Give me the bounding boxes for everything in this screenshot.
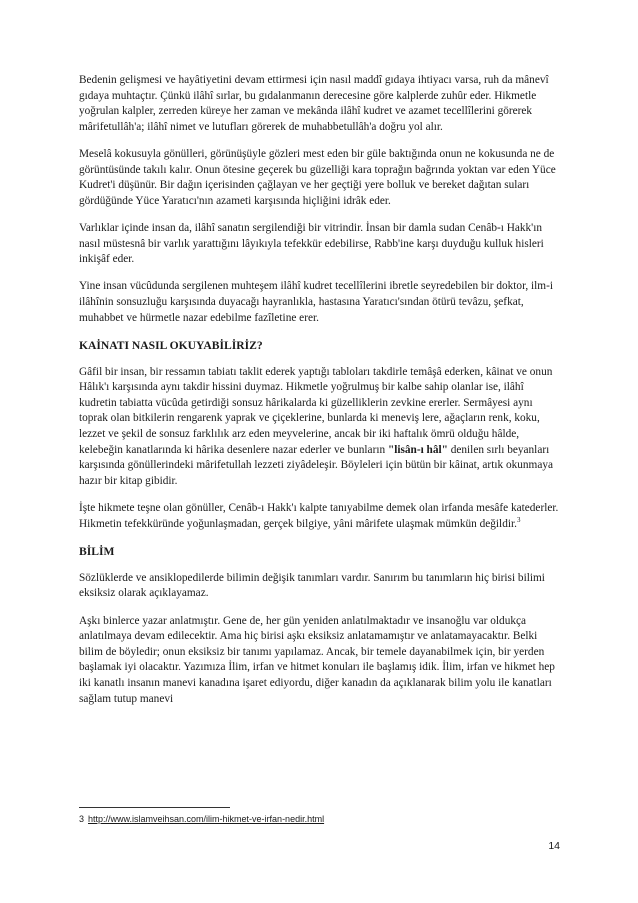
footnote-number: 3	[79, 814, 85, 824]
lisan-i-hal-bold: "lisân-ı hâl"	[387, 443, 448, 456]
footnote-link[interactable]: http://www.islamveihsan.com/ilim-hikmet-ve-irfan-nedir.html	[88, 814, 325, 824]
section-heading-bilim: BİLİM	[79, 544, 115, 558]
footnote-reference[interactable]: 3	[516, 515, 521, 524]
paragraph-6	[79, 501, 563, 532]
paragraph-6-text: İşte hikmete teşne olan gönüller, Cenâb-ı Hakk'ı kalpte tanıyabilme demek olan irfanda mesâfe katederler. Hikmetin tefekküründe yoğunlaşmadan, gerçek bilgiye, yâni mârifete ulaşmak mümkün değildir.	[79, 502, 559, 530]
page-number: 14	[548, 840, 560, 852]
paragraph-7: Sözlüklerde ve ansiklopedilerde bilimin değişik tanımları vardır. Sanırım bu tanımların hiç birisi bilimi eksiksiz olarak açıklayamaz.	[79, 571, 545, 600]
paragraph-8: Aşkı binlerce yazar anlatmıştır. Gene de, her gün yeniden anlatılmaktadır ve insanoğlu var oldukça anlatılmaya devam edilecektir. Ama hiç birisi aşkı eksiksiz anlatamamıştır ve anlatamayacaktır. Belki bilim de böyledir; onun eksiksiz bir tanımı yapılamaz. Ancak, bir temele dayanabilmek için, bir yerden başlamak iyi olacaktır. Yazımıza İlim, irfan ve hitmet konuları ile başlamış idik. İlim, irfan ve hikmet hep iki kanatlı insanın manevi kanadına işaret ediyordu, diğer kanadın da açıklanarak bilim yolu ile kanatları sağlam tutup manevi	[79, 614, 555, 705]
section-heading-kainat: KAİNATI NASIL OKUYABİLİRİZ?	[79, 338, 263, 352]
body-text	[79, 73, 563, 719]
paragraph-5-part-b: denilen sırlı beyanları karşısında gönüllerindeki mârifetullah lezzeti ziyâdeleşir. Böyleleri için bütün bir kâinat, artık okunmaya hazır bir kitap gibidir.	[79, 443, 554, 487]
paragraph-5-part-a: Gâfil bir insan, bir ressamın tabiatı taklit ederek yaptığı tabloları takdirle temâşâ ederken, kâinat ve onun Hâlık'ı karşısında aynı takdir hissini duymaz. Hikmetle yoğrulmuş bir kalbe sahip olanlar ise, ilâhî kudretin tabiatta vücûda getirdiği sonsuz hârikalarda ki güzelliklerin zevkine ererler. Sermâyesi aynı toprak olan bitkilerin rengarenk yaprak ve çiçeklerine, bunlarda ki meneviş lere, ağaçların renk, koku, lezzet ve şekil de sonsuz farklılık arz eden meyvelerine, ancak bir iki haftalık ömrü olduğu hâlde, kelebeğin kanatlarında ki hârika desenlere nazar ederler ve bunların	[79, 365, 553, 456]
paragraph-4: Yine insan vücûdunda sergilenen muhteşem ilâhî kudret tecellîlerini ibretle seyredebilen bir doktor, ilm-i ilâhînin sonsuzluğu karşısında duyacağı hayranlıkla, hastasına Yaratıcı'sından ötürü tevâzu, şefkat, muhabbet ve hürmetle nazar edebilme fazîletine erer.	[79, 280, 553, 324]
paragraph-1: Bedenin gelişmesi ve hayâtiyetini devam ettirmesi için nasıl maddî gıdaya ihtiyacı varsa, ruh da mânevî gıdaya muhtaçtır. Çünkü ilâhî sırlar, bu gıdalanmanın derecesine göre kalplerde zuhûr eder. Hikmetle yoğrulan kalpler, zerreden küreye her zaman ve mekânda ilâhî kudret ve azamet tecellîlerini görerek mârifetullâh'a; ilâhî nimet ve lutufları görerek de muhabbetullâh'a doğru yol alır.	[79, 74, 549, 133]
paragraph-3: Varlıklar içinde insan da, ilâhî sanatın sergilendiği bir vitrindir. İnsan bir damla sudan Cenâb-ı Hakk'ın nasıl müstesnâ bir varlık yarattığını lâyıkıyla tefekkür edebilirse, Rabb'ine karşı duyduğu kulluk hisleri inkişâf eder.	[79, 221, 544, 266]
footnote	[79, 814, 324, 824]
footnote-divider	[79, 807, 230, 808]
paragraph-5	[79, 365, 563, 490]
paragraph-2: Meselâ kokusuyla gönülleri, görünüşüyle gözleri mest eden bir güle baktığında onun ne kokusunda ne de görüntüsünde takılı kalır. Onun ötesine geçerek bu güzelliği kara toprağın bağrında yoktan var eden Yüce Kudret'i düşünür. Bir dağın içerisinden çağlayan ve her geçtiği yere bolluk ve bereket dağıtan suları gördüğünde Yüce Yaratıcı'nın azameti karşısında hiçliğini idrâk eder.	[79, 147, 556, 207]
